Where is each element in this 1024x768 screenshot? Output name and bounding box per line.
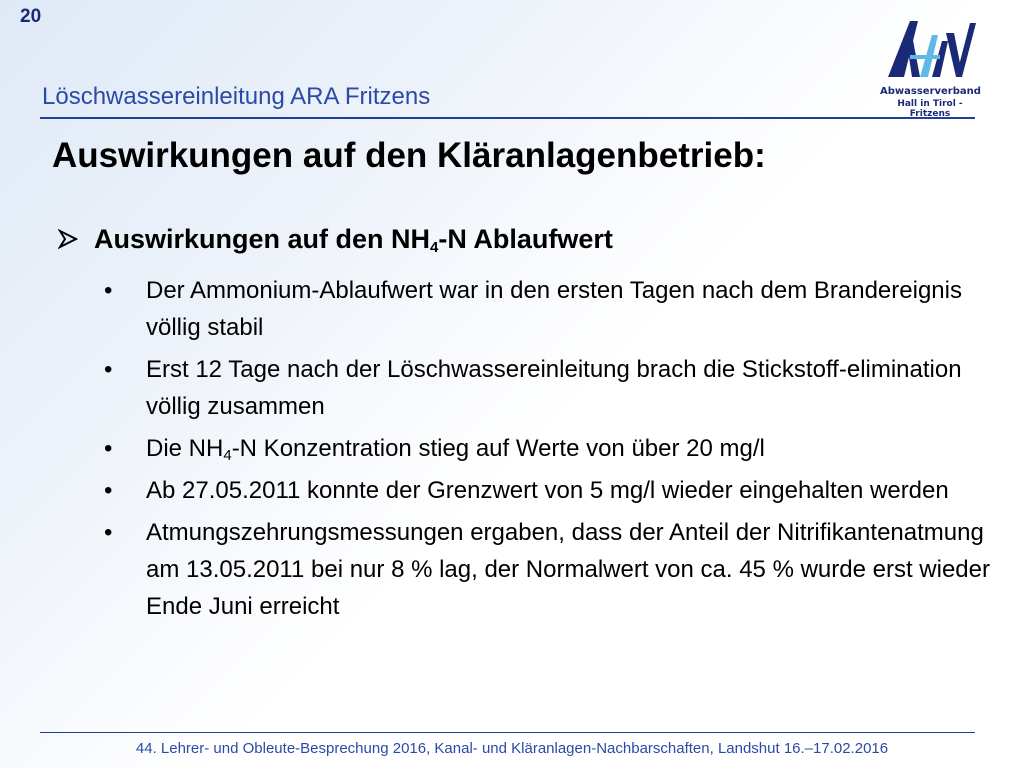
logo-line-1: Abwasserverband [880, 86, 981, 97]
bullet-text: Atmungszehrungsmessungen ergaben, dass der Anteil der Nitrifikantenatmung am 13.05.2011 bei nur 8 % lag, der Normalwert von ca. 45 % wurde erst wieder Ende Juni erreicht [146, 519, 990, 620]
list-item [104, 272, 1004, 346]
awv-logo-mark [880, 15, 980, 85]
slide-number: 20 [20, 6, 42, 27]
bullet-text: Erst 12 Tage nach der Löschwassereinleitung brach die Stickstoff-elimination völlig zusammen [146, 356, 962, 420]
list-item [104, 351, 1004, 425]
list-item [104, 430, 1004, 467]
list-item [104, 472, 1004, 509]
footer-text: 44. Lehrer- und Obleute-Besprechung 2016, Kanal- und Kläranlagen-Nachbarschaften, Landshut 16.–17.02.2016 [135, 740, 889, 757]
sub-heading-subscript: 4 [430, 239, 439, 256]
bullet-dot: • [104, 356, 113, 383]
sub-heading-text [94, 224, 613, 255]
header-divider [40, 117, 975, 119]
bullet-text-after: -N Konzentration stieg auf Werte von über 20 mg/l [231, 435, 765, 462]
logo-letter-v-right [956, 23, 976, 77]
bullet-text: Ab 27.05.2011 konnte der Grenzwert von 5 mg/l wieder eingehalten werden [146, 477, 949, 504]
logo-accent-bar [910, 55, 940, 59]
bullet-dot: • [104, 435, 113, 462]
main-heading: Auswirkungen auf den Kläranlagenbetrieb: [52, 136, 766, 175]
slide-header-title: Löschwassereinleitung ARA Fritzens [42, 83, 431, 110]
logo-line-2: Hall in Tirol - Fritzens [897, 99, 963, 119]
bullet-text-before: Die NH [146, 435, 224, 462]
footer-divider [40, 732, 975, 733]
list-item [104, 514, 1004, 625]
bullet-text-subscript: 4 [223, 447, 232, 464]
bullet-dot: • [104, 277, 113, 304]
bullet-list [104, 272, 1004, 630]
arrowhead-bullet-icon [58, 229, 78, 249]
sub-heading-before: Auswirkungen auf den NH [94, 224, 431, 254]
bullet-text: Der Ammonium-Ablaufwert war in den ersten Tagen nach dem Brandereignis völlig stabil [146, 277, 962, 341]
bullet-text [146, 430, 996, 467]
bullet-dot: • [104, 477, 113, 504]
sub-heading [58, 224, 613, 255]
sub-heading-after: -N Ablaufwert [438, 224, 613, 254]
awv-logo [880, 15, 981, 119]
bullet-dot: • [104, 519, 113, 546]
